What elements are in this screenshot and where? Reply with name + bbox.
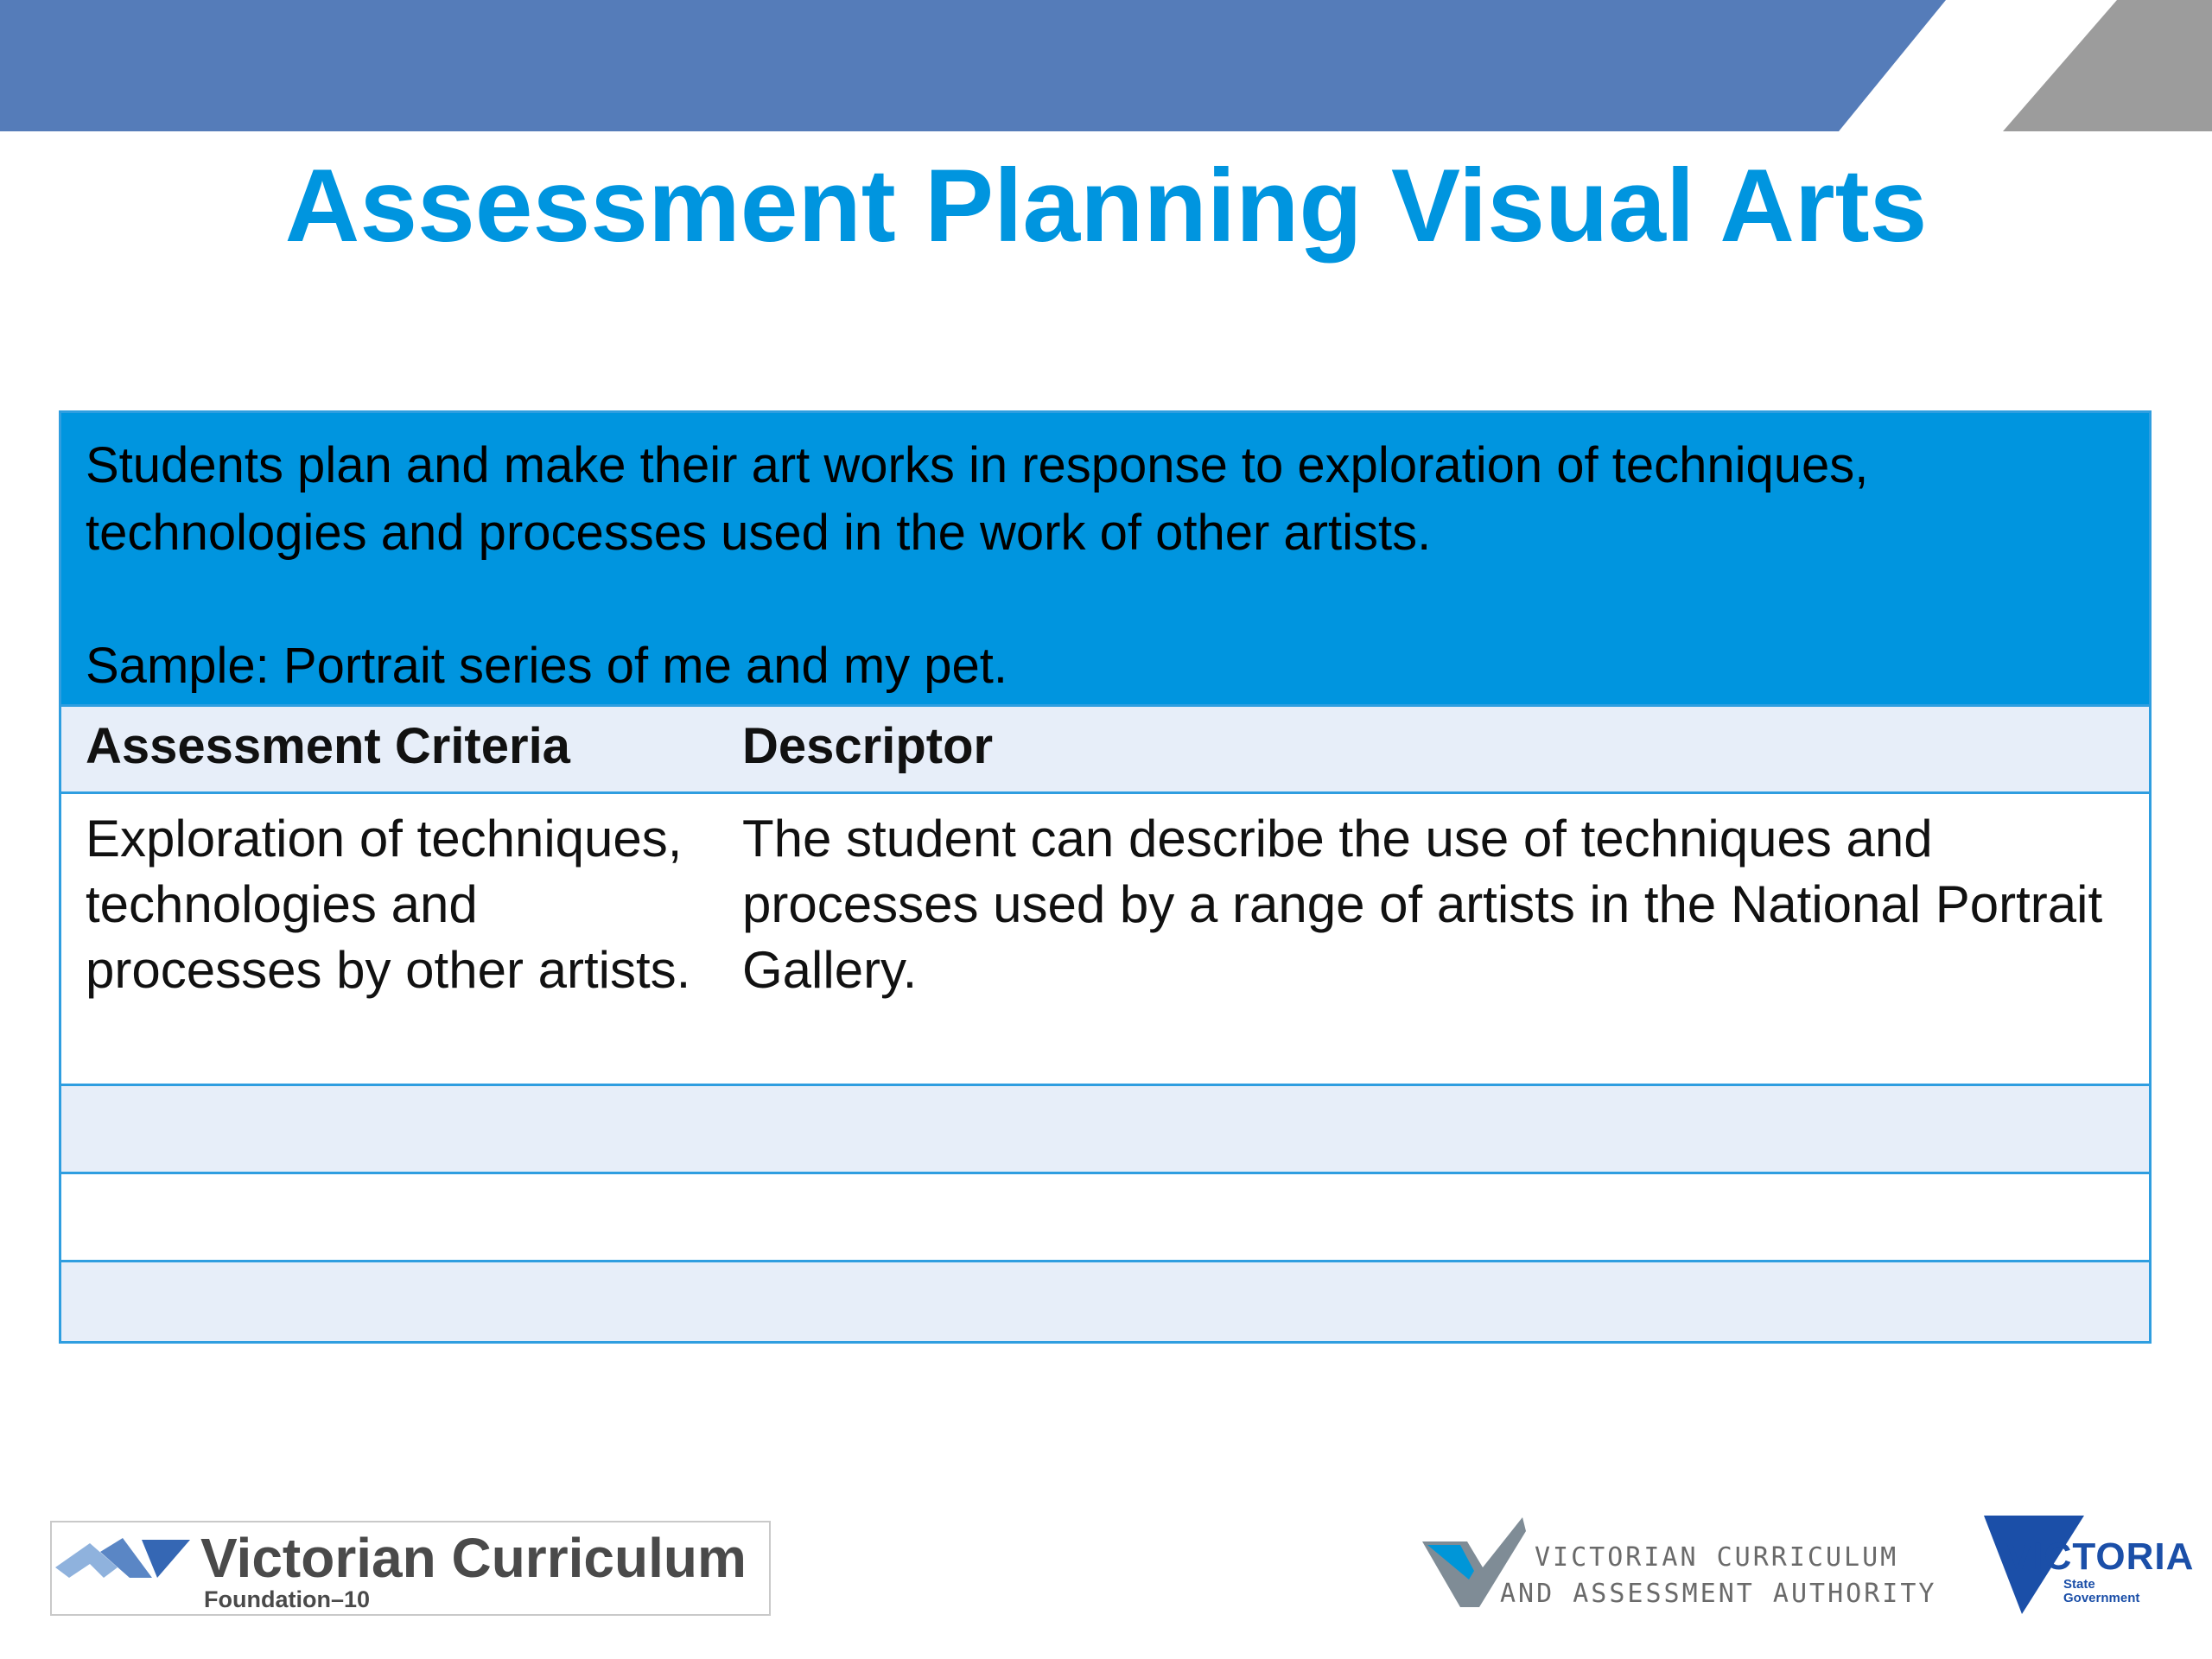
intro-text: Students plan and make their art works in response to exploration of techniques, technologies and processes used in the work of other artists. bbox=[86, 437, 1869, 561]
table-header-row bbox=[61, 704, 2149, 791]
vc-logo-subtitle: Foundation–10 bbox=[204, 1586, 371, 1612]
vcaa-wordmark bbox=[1500, 1540, 1971, 1612]
sample-text: Sample: Portrait series of me and my pet. bbox=[86, 638, 1007, 694]
criteria-cell: Exploration of techniques, technologies and processes by other artists. bbox=[86, 810, 691, 999]
victorian-curriculum-logo bbox=[50, 1521, 771, 1616]
criteria-cell bbox=[61, 1174, 718, 1186]
state-government-label bbox=[2063, 1578, 2139, 1605]
descriptor-cell bbox=[718, 1262, 2149, 1274]
victoria-state-logo bbox=[1984, 1514, 2195, 1616]
top-banner bbox=[0, 0, 2212, 131]
descriptor-cell bbox=[718, 1174, 2149, 1186]
page-title: Assessment Planning Visual Arts bbox=[284, 148, 1928, 264]
victoria-wordmark: VICTORIA bbox=[2006, 1535, 2195, 1578]
vcaa-line-2: AND ASSESSMENT AUTHORITY bbox=[1500, 1579, 1937, 1609]
vcaa-line-1: VICTORIAN CURRICULUM bbox=[1535, 1542, 1899, 1573]
table-row bbox=[61, 791, 2149, 1084]
table-row bbox=[61, 1172, 2149, 1260]
vc-logo-title: Victorian Curriculum bbox=[200, 1527, 747, 1589]
header-descriptor: Descriptor bbox=[742, 718, 994, 774]
header-criteria: Assessment Criteria bbox=[86, 718, 570, 774]
criteria-cell bbox=[61, 1086, 718, 1098]
government-label: Government bbox=[2063, 1591, 2140, 1605]
assessment-table bbox=[59, 410, 2152, 1344]
vc-chevron-icon bbox=[55, 1533, 194, 1585]
descriptor-cell bbox=[718, 1086, 2149, 1098]
intro-panel bbox=[61, 413, 2149, 704]
descriptor-cell: The student can describe the use of techniques and processes used by a range of artists in the National Portrait Gallery. bbox=[742, 810, 2103, 999]
table-row bbox=[61, 1084, 2149, 1172]
table-row bbox=[61, 1260, 2149, 1341]
criteria-cell bbox=[61, 1262, 718, 1274]
state-label: State bbox=[2063, 1577, 2095, 1592]
